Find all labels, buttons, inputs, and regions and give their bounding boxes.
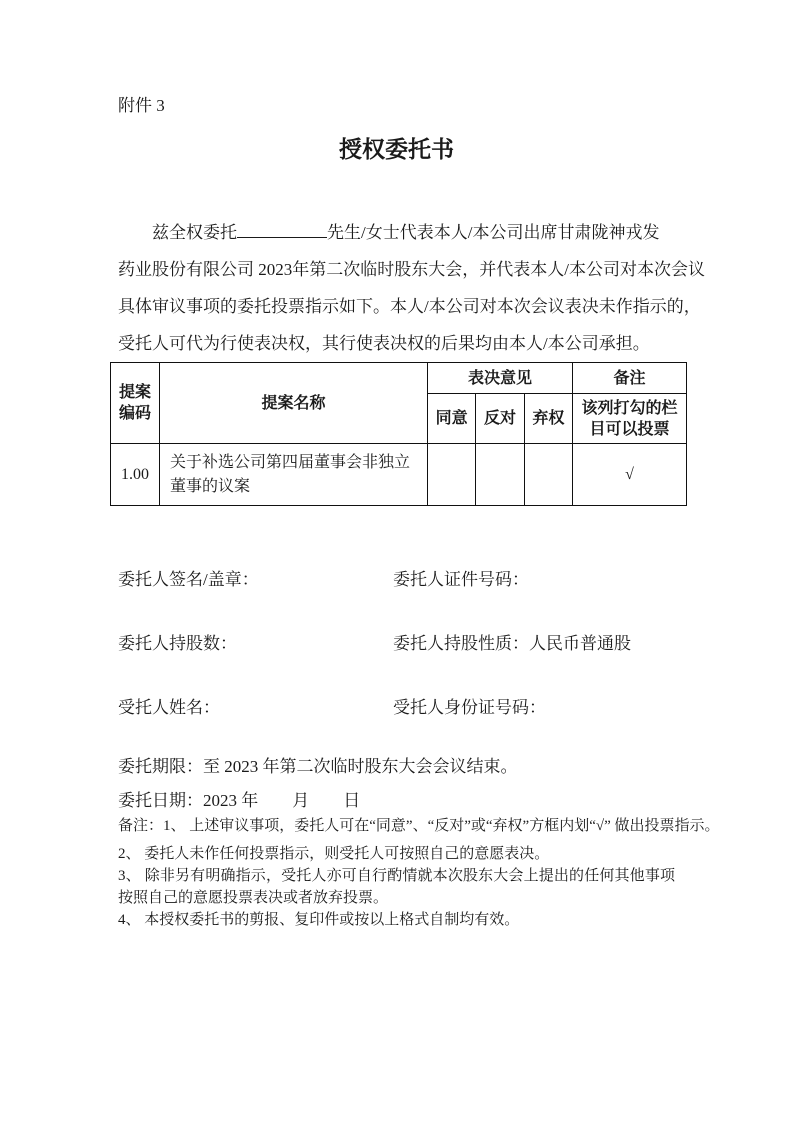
paragraph-line-2: 药业股份有限公司 2023年第二次临时股东大会，并代表本人/本公司对本次会议: [118, 260, 705, 279]
note-3: 3、 除非另有明确指示，受托人亦可自行酌情就本次股东大会上提出的任何其他事项按照自己的意愿投票表决或者放弃投票。: [118, 868, 675, 906]
principal-shares-label: 委托人持股数：: [118, 634, 237, 653]
proxy-date-line: 委托日期：2023 年 月 日: [118, 791, 361, 810]
authorization-paragraph: [118, 214, 705, 362]
note-1: 备注：1、 上述审议事项，委托人可在“同意”、“反对”或“弃权”方框内划“√” 做出投票指示。: [118, 818, 720, 834]
remark-checkmark-cell: √: [573, 444, 687, 506]
header-oppose: 反对: [476, 394, 524, 444]
signature-fields-section: [118, 570, 675, 718]
document-title: 授权委托书: [339, 136, 454, 162]
oppose-vote-cell: [476, 444, 524, 506]
paragraph-line-3: 具体审议事项的委托投票指示如下。本人/本公司对本次会议表决未作指示的，: [118, 297, 701, 316]
proposal-code-cell: 1.00: [111, 444, 160, 506]
paragraph-line1-post: 先生/女士代表本人/本公司出席甘肃陇神戎发: [327, 223, 660, 242]
note-4: 4、 本授权委托书的剪报、复印件或按以上格式自制均有效。: [118, 912, 520, 928]
signature-row-2: [118, 634, 675, 654]
table-header-row-top: [111, 363, 687, 394]
header-abstain: 弃权: [524, 394, 572, 444]
proxy-name-blank-field: [237, 220, 327, 238]
principal-signature-label: 委托人签名/盖章：: [118, 570, 259, 589]
proxy-period-line: 委托期限：至 2023 年第二次临时股东大会会议结束。: [118, 757, 518, 776]
table-row-proposal-1: [111, 444, 687, 506]
principal-id-label: 委托人证件号码：: [393, 570, 529, 589]
trustee-id-label: 受托人身份证号码：: [393, 698, 546, 717]
header-remark-note: 该列打勾的栏目可以投票: [573, 394, 687, 444]
signature-row-3: [118, 698, 675, 718]
header-agree: 同意: [428, 394, 476, 444]
signature-row-1: [118, 570, 675, 590]
abstain-vote-cell: [524, 444, 572, 506]
header-voting-opinion: 表决意见: [428, 363, 573, 394]
paragraph-line-1: [118, 214, 675, 251]
paragraph-line-4: 受托人可代为行使表决权，其行使表决权的后果均由本人/本公司承担。: [118, 334, 650, 353]
header-proposal-code: 提案编码: [111, 363, 160, 444]
proposal-name-cell: 关于补选公司第四届董事会非独立董事的议案: [160, 444, 428, 506]
voting-instruction-table: [110, 362, 687, 506]
paragraph-line1-pre: 兹全权委托: [152, 223, 237, 242]
agree-vote-cell: [428, 444, 476, 506]
trustee-name-label: 受托人姓名：: [118, 698, 220, 717]
header-proposal-name: 提案名称: [160, 363, 428, 444]
principal-share-type-label: 委托人持股性质：人民币普通股: [393, 634, 631, 653]
note-2: 2、 委托人未作任何投票指示，则受托人可按照自己的意愿表决。: [118, 846, 550, 862]
attachment-label: 附件 3: [118, 96, 165, 115]
notes-section: [118, 815, 720, 931]
header-remark: 备注: [573, 363, 687, 394]
document-content: [118, 96, 720, 931]
